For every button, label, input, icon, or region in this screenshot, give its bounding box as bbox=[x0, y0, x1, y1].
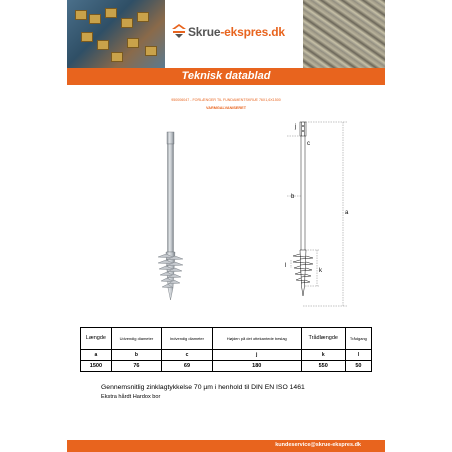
product-finish: VARMGALVANISERET bbox=[205, 106, 247, 110]
spec-header-row bbox=[81, 328, 372, 350]
label-a: a bbox=[345, 210, 349, 216]
header-length: Længde bbox=[81, 328, 112, 350]
brand-main: Skrue bbox=[188, 25, 221, 39]
label-c: c bbox=[307, 141, 310, 147]
symbol-c: c bbox=[162, 350, 213, 361]
tools-photo bbox=[67, 0, 165, 68]
symbol-j: j bbox=[212, 350, 301, 361]
coating-note: Gennemsnitlig zinklagtykkelse 70 µm i henhold til DIN EN ISO 1461 bbox=[101, 384, 305, 391]
technical-drawing bbox=[67, 110, 385, 320]
header-bracket-height: Højden på det ottekantede beslag bbox=[212, 328, 301, 350]
brand-logo-icon bbox=[171, 23, 187, 39]
symbol-l: l bbox=[345, 350, 371, 361]
page-title: Teknisk datablad bbox=[181, 70, 271, 82]
brand-accent: -ekspres.dk bbox=[220, 25, 285, 39]
value-outer-diameter: 76 bbox=[111, 361, 161, 372]
symbol-a: a bbox=[81, 350, 112, 361]
datasheet-page bbox=[67, 0, 385, 452]
header-inner-diameter: Indvendig diameter bbox=[162, 328, 213, 350]
spec-table bbox=[80, 327, 372, 372]
dimension-lines bbox=[287, 122, 347, 306]
spec-value-row bbox=[81, 361, 372, 372]
screws-photo bbox=[303, 0, 385, 68]
ground-screw-photo bbox=[158, 132, 183, 300]
value-thread-length: 550 bbox=[301, 361, 345, 372]
header-thread-length: Trådlængde bbox=[301, 328, 345, 350]
footer-email[interactable]: kundeservice@skrue-ekspres.dk bbox=[275, 442, 361, 448]
symbol-b: b bbox=[111, 350, 161, 361]
header-thread-pitch: Trådgang bbox=[345, 328, 371, 350]
header-banner bbox=[67, 0, 385, 68]
value-length: 1500 bbox=[81, 361, 112, 372]
label-l: l bbox=[285, 263, 287, 269]
label-k: k bbox=[319, 268, 322, 274]
value-inner-diameter: 69 bbox=[162, 361, 213, 372]
symbol-k: k bbox=[301, 350, 345, 361]
header-outer-diameter: Udvendig diameter bbox=[111, 328, 161, 350]
label-j: j bbox=[295, 124, 297, 130]
brand-logo-text bbox=[188, 25, 285, 39]
drill-note: Ekstra hårdt Hardox bor bbox=[101, 394, 161, 400]
value-thread-pitch: 50 bbox=[345, 361, 371, 372]
label-b: b bbox=[291, 194, 295, 200]
screw-line-drawing bbox=[293, 122, 313, 296]
value-bracket-height: 180 bbox=[212, 361, 301, 372]
spec-symbol-row bbox=[81, 350, 372, 361]
product-name: 950006047 - FORLÆNGER TIL FUNDAMENTSKRUE 76X1,6X1500 bbox=[171, 98, 281, 102]
